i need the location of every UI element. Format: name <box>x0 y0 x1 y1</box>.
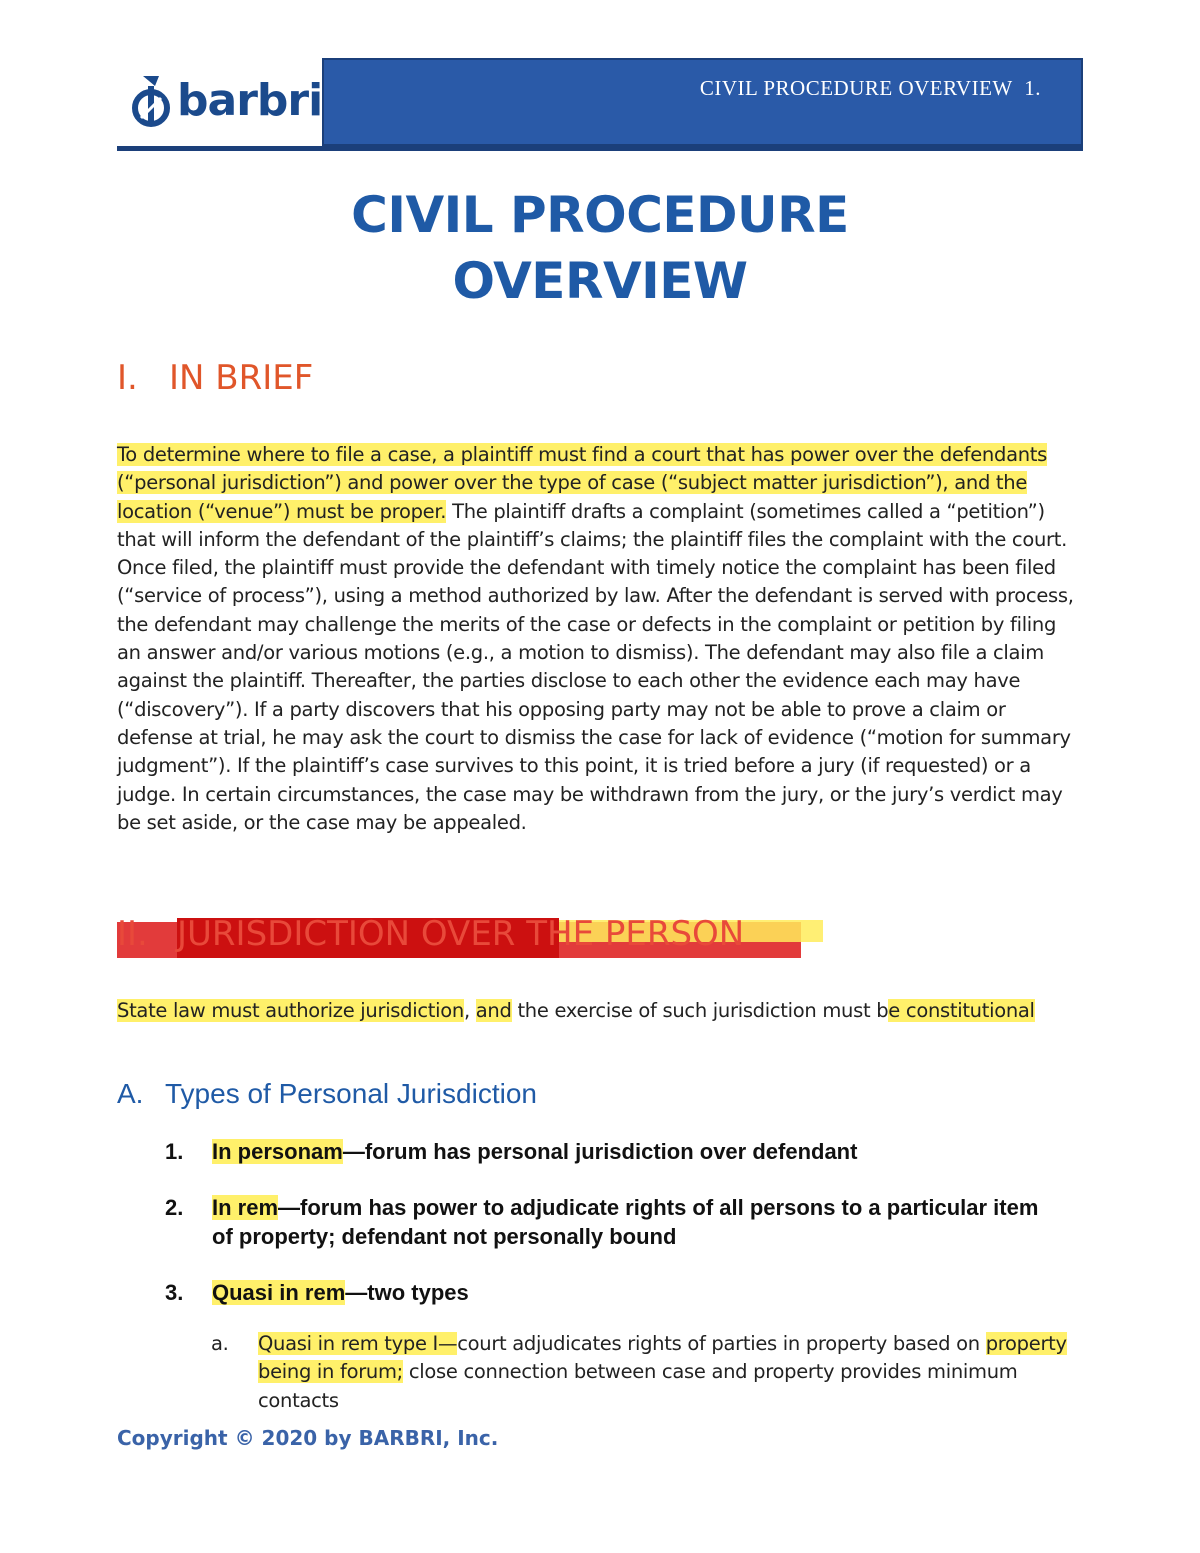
sub-list-item: a. Quasi in rem type I—court adjudicates rights of parties in property based on property being in forum; close connection between case and property provides minimum contacts <box>211 1332 1067 1412</box>
document-title-line2: OVERVIEW <box>452 252 748 310</box>
list-item: 2. In rem—forum has power to adjudicate rights of all persons to a particular item of property; defendant not personally bound <box>165 1195 1039 1249</box>
highlighted-text: To determine where to file a case, a plaintiff must find a court that has power over the defendants (“personal jurisdiction”) and power over the type of case (“subject matter jurisdiction”), and the location (“venue”) must be proper. <box>117 443 1047 523</box>
page-header <box>117 58 1083 151</box>
barbri-logo <box>117 58 322 146</box>
barbri-logo-icon <box>129 72 173 132</box>
document-title-line1: CIVIL PROCEDURE <box>351 186 849 244</box>
logo-wordmark: barbri <box>177 75 323 126</box>
section-heading-jurisdiction: II. JURISDICTION OVER THE PERSON <box>117 914 745 954</box>
page-number: 1. <box>1024 76 1041 100</box>
running-title: CIVIL PROCEDURE OVERVIEW 1. <box>699 76 1041 100</box>
subsection-heading-types: A. Types of Personal Jurisdiction <box>117 1078 537 1109</box>
header-band <box>322 58 1083 146</box>
jurisdiction-paragraph: State law must authorize jurisdiction, and the exercise of such jurisdiction must be constitutional <box>117 999 1035 1022</box>
list-item: 3. Quasi in rem—two types <box>165 1280 469 1305</box>
in-brief-paragraph: To determine where to file a case, a plaintiff must find a court that has power over the defendants (“personal jurisdiction”) and power over the type of case (“subject matter jurisdiction”), and the location (“venue”) must be proper. The plaintiff drafts a complaint (sometimes called a “petition”) that will inform the defendant of the plaintiff’s claims; the plaintiff files the complaint with the court. Once filed, the plaintiff must provide the defendant with timely notice the complaint has been filed (“service of process”), using a method authorized by law. After the defendant is served with process, the defendant may challenge the merits of the case or defects in the complaint or petition by filing an answer and/or various motions (e.g., a motion to dismiss). The defendant may also file a claim against the plaintiff. Thereafter, the parties disclose to each other the evidence each may have (“discovery”). If a party discovers that his opposing party may not be able to prove a claim or defense at trial, he may ask the court to dismiss the case for lack of evidence (“motion for summary judgment”). If the plaintiff’s case survives to this point, it is tried before a jury (if requested) or a judge. In certain circumstances, the case may be withdrawn from the jury, or the jury’s verdict may be set aside, or the case may be appealed. <box>117 443 1074 834</box>
section-heading-in-brief: I. IN BRIEF <box>117 358 314 398</box>
header-rule <box>117 146 1083 151</box>
copyright-footer: Copyright © 2020 by BARBRI, Inc. <box>117 1426 499 1450</box>
list-item: 1. In personam—forum has personal jurisdiction over defendant <box>165 1139 858 1164</box>
